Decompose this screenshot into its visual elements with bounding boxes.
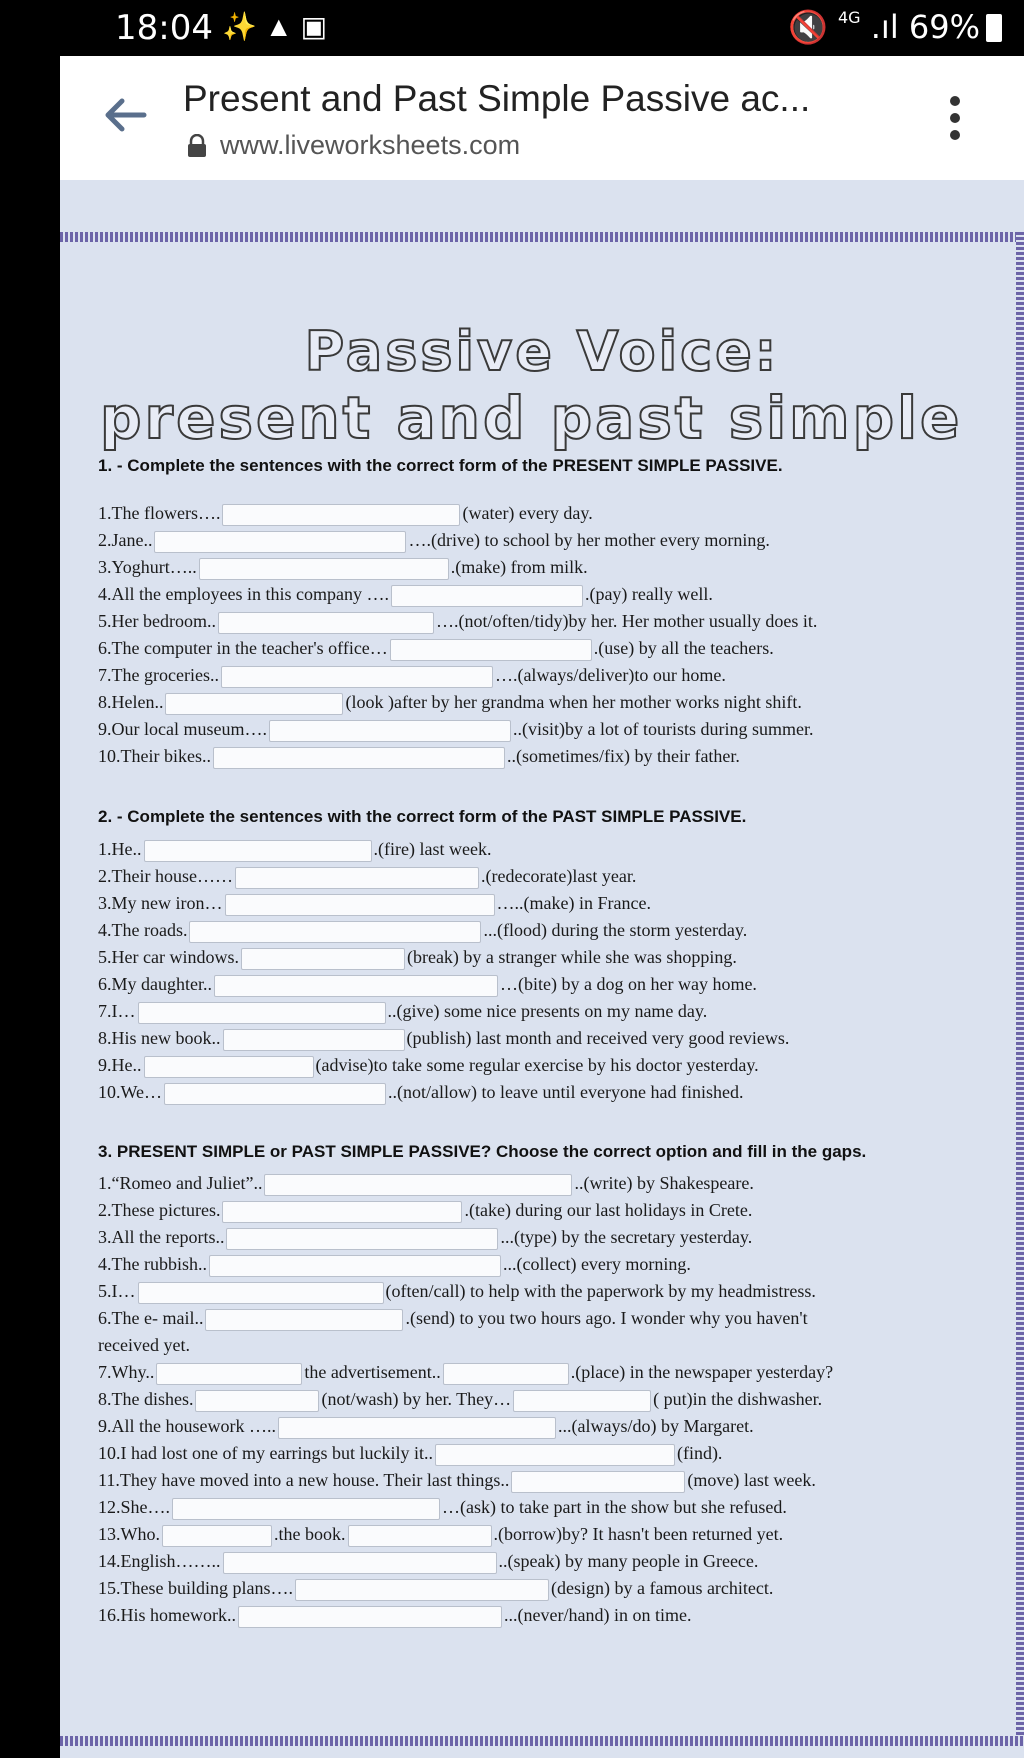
browser-header	[60, 56, 1024, 180]
item-text: (often/call) to help with the paperwork by my headmistress.	[385, 1281, 816, 1301]
item-text: 4.The roads.	[98, 920, 188, 940]
item-text: .(fire) last week.	[373, 839, 492, 859]
item-text: 2.Their house……	[98, 866, 233, 886]
answer-input[interactable]	[144, 1056, 314, 1078]
answer-input[interactable]	[435, 1444, 675, 1466]
item-text: 8.His new book..	[98, 1028, 221, 1048]
s2-item	[98, 1079, 743, 1105]
answer-input[interactable]	[264, 1174, 572, 1196]
item-text: .(place) in the newspaper yesterday?	[570, 1362, 834, 1382]
item-text: 3.Yoghurt…..	[98, 557, 197, 577]
item-text: 10.I had lost one of my earrings but luckily it..	[98, 1443, 433, 1463]
item-text: .(redecorate)last year.	[480, 866, 637, 886]
s3-item	[98, 1305, 808, 1331]
item-text: .(borrow)by? It hasn't been returned yet.	[493, 1524, 784, 1544]
item-text: 6.The computer in the teacher's office…	[98, 638, 388, 658]
item-text: .(take) during our last holidays in Crete.	[464, 1200, 753, 1220]
battery-percent: 69%	[908, 8, 980, 46]
item-text: (find).	[676, 1443, 723, 1463]
s2-item	[98, 944, 737, 970]
s1-item	[98, 581, 713, 607]
s2-item	[98, 1052, 759, 1078]
item-text: ...(flood) during the storm yesterday.	[483, 920, 748, 940]
s3-item	[98, 1602, 691, 1628]
answer-input[interactable]	[156, 1363, 302, 1385]
item-text: (advise)to take some regular exercise by his doctor yesterday.	[315, 1055, 759, 1075]
answer-input[interactable]	[162, 1525, 272, 1547]
answer-input[interactable]	[138, 1282, 384, 1304]
battery-icon	[986, 14, 1002, 42]
answer-input[interactable]	[223, 1029, 405, 1051]
network-label: 4G	[838, 8, 861, 27]
item-text: .(use) by all the teachers.	[593, 638, 774, 658]
item-text: …(ask) to take part in the show but she refused.	[442, 1497, 787, 1517]
item-text: 9.He..	[98, 1055, 142, 1075]
s1-item	[98, 554, 588, 580]
item-text: (move) last week.	[687, 1470, 816, 1490]
item-text: (publish) last month and received very good reviews.	[406, 1028, 790, 1048]
item-text: ( put)in the dishwasher.	[653, 1389, 823, 1409]
item-text: 10.We…	[98, 1082, 163, 1102]
item-text: 2.Jane..	[98, 530, 153, 550]
item-text: ….(always/deliver)to our home.	[494, 665, 726, 685]
item-text: 5.Her bedroom..	[98, 611, 216, 631]
answer-input[interactable]	[195, 1390, 319, 1412]
item-text: ..(sometimes/fix) by their father.	[506, 746, 740, 766]
s3-item	[98, 1575, 773, 1601]
answer-input[interactable]	[164, 1083, 386, 1105]
worksheet-subtitle: present and past simple	[100, 384, 963, 452]
overflow-menu-icon[interactable]	[950, 96, 962, 147]
item-text: ..(visit)by a lot of tourists during summer.	[512, 719, 814, 739]
s3-item	[98, 1197, 752, 1223]
answer-input[interactable]	[390, 639, 592, 661]
answer-input[interactable]	[172, 1498, 440, 1520]
url-text[interactable]: www.liveworksheets.com	[220, 130, 521, 160]
item-text: .(send) to you two hours ago. I wonder why you haven't	[405, 1308, 808, 1328]
item-text: ...(collect) every morning.	[502, 1254, 691, 1274]
item-text: 3.All the reports..	[98, 1227, 225, 1247]
answer-input[interactable]	[269, 720, 511, 742]
s2-item	[98, 998, 707, 1024]
answer-input[interactable]	[205, 1309, 403, 1331]
item-text: .(make) from milk.	[450, 557, 588, 577]
answer-input[interactable]	[241, 948, 405, 970]
item-text: 11.They have moved into a new house. Their last things..	[98, 1470, 510, 1490]
page-title: Present and Past Simple Passive ac...	[183, 78, 811, 119]
item-text: 4.All the employees in this company ….	[98, 584, 389, 604]
s1-item	[98, 743, 740, 769]
item-text: ..(speak) by many people in Greece.	[498, 1551, 759, 1571]
item-text: 9.Our local museum….	[98, 719, 267, 739]
answer-input[interactable]	[221, 666, 493, 688]
s3-item	[98, 1278, 816, 1304]
answer-input[interactable]	[189, 921, 481, 943]
s3-item	[98, 1386, 822, 1412]
answer-input[interactable]	[138, 1002, 386, 1024]
s1-item	[98, 689, 802, 715]
answer-input[interactable]	[154, 531, 406, 553]
answer-input[interactable]	[443, 1363, 569, 1385]
answer-input[interactable]	[165, 693, 343, 715]
s3-item	[98, 1170, 754, 1196]
item-text: 10.Their bikes..	[98, 746, 211, 766]
item-text: 9.All the housework …..	[98, 1416, 276, 1436]
mute-icon: 🔇	[787, 8, 828, 46]
item-text: 7.I…	[98, 1001, 136, 1021]
answer-input[interactable]	[391, 585, 583, 607]
answer-input[interactable]	[235, 867, 479, 889]
answer-input[interactable]	[278, 1417, 556, 1439]
item-text: 15.These building plans….	[98, 1578, 293, 1598]
item-text: 6.The e- mail..	[98, 1308, 204, 1328]
item-text: ….(drive) to school by her mother every morning.	[408, 530, 770, 550]
item-text: (look )after by her grandma when her mother works night shift.	[345, 692, 802, 712]
item-text: 5.I…	[98, 1281, 136, 1301]
item-text: 2.These pictures.	[98, 1200, 221, 1220]
item-text: ….(not/often/tidy)by her. Her mother usually does it.	[435, 611, 818, 631]
section3-heading: 3. PRESENT SIMPLE or PAST SIMPLE PASSIVE? Choose the correct option and fill in the gaps.	[98, 1142, 867, 1161]
s3-item	[98, 1494, 787, 1520]
notification-icons: ✨▲▣	[222, 11, 336, 42]
item-text: (design) by a famous architect.	[550, 1578, 774, 1598]
item-text: ..(write) by Shakespeare.	[574, 1173, 754, 1193]
s3-item	[98, 1224, 752, 1250]
s3-item	[98, 1467, 816, 1493]
answer-input[interactable]	[238, 1606, 502, 1628]
item-text: 14.English……..	[98, 1551, 221, 1571]
worksheet-title: Passive Voice:	[304, 320, 780, 383]
answer-input[interactable]	[225, 894, 495, 916]
item-text: 8.Helen..	[98, 692, 164, 712]
s1-item	[98, 527, 770, 553]
decorative-border	[60, 232, 1024, 242]
item-text: 7.The groceries..	[98, 665, 219, 685]
answer-input[interactable]	[222, 1201, 462, 1223]
item-text: (not/wash) by her. They…	[321, 1389, 512, 1409]
item-text: ...(always/do) by Margaret.	[557, 1416, 754, 1436]
s3-item	[98, 1413, 754, 1439]
s1-item	[98, 635, 774, 661]
decorative-border	[1016, 232, 1024, 1746]
s3-item	[98, 1440, 722, 1466]
s2-item	[98, 971, 757, 997]
item-text: .(pay) really well.	[584, 584, 713, 604]
item-text: received yet.	[98, 1335, 190, 1355]
s3-item	[98, 1251, 691, 1277]
s1-item	[98, 608, 817, 634]
answer-input[interactable]	[295, 1579, 549, 1601]
answer-input[interactable]	[511, 1471, 685, 1493]
answer-input[interactable]	[214, 975, 498, 997]
answer-input[interactable]	[223, 1552, 497, 1574]
s1-item	[98, 500, 593, 526]
back-arrow-icon[interactable]	[100, 90, 150, 140]
item-text: 1.The flowers….	[98, 503, 221, 523]
s3-item	[98, 1359, 833, 1385]
item-text: (water) every day.	[462, 503, 593, 523]
item-text: 1.“Romeo and Juliet”..	[98, 1173, 263, 1193]
answer-input[interactable]	[222, 504, 460, 526]
worksheet	[60, 180, 1024, 1758]
item-text: the advertisement..	[304, 1362, 441, 1382]
s1-item	[98, 662, 726, 688]
item-text: (break) by a stranger while she was shopping.	[406, 947, 737, 967]
decorative-border	[60, 1736, 1024, 1746]
item-text: 4.The rubbish..	[98, 1254, 207, 1274]
item-text: 7.Why..	[98, 1362, 155, 1382]
answer-input[interactable]	[348, 1525, 492, 1547]
item-text: .the book.	[274, 1524, 346, 1544]
s2-item	[98, 917, 747, 943]
section1-heading: 1. - Complete the sentences with the correct form of the PRESENT SIMPLE PASSIVE.	[98, 456, 783, 475]
item-text: 12.She….	[98, 1497, 170, 1517]
s2-item	[98, 1025, 789, 1051]
item-text: ...(never/hand) in on time.	[504, 1605, 692, 1625]
answer-input[interactable]	[213, 747, 505, 769]
signal-icon: .ıl	[870, 8, 899, 46]
lock-icon	[186, 134, 208, 158]
answer-input[interactable]	[144, 840, 372, 862]
s3-item	[98, 1548, 758, 1574]
section2-heading: 2. - Complete the sentences with the correct form of the PAST SIMPLE PASSIVE.	[98, 807, 747, 826]
s2-item	[98, 863, 636, 889]
item-text: ..(give) some nice presents on my name day.	[387, 1001, 708, 1021]
s3-item	[98, 1521, 783, 1547]
s2-item	[98, 836, 491, 862]
item-text: 6.My daughter..	[98, 974, 212, 994]
item-text: 8.The dishes.	[98, 1389, 194, 1409]
item-text: ..(not/allow) to leave until everyone had finished.	[388, 1082, 744, 1102]
item-text: …(bite) by a dog on her way home.	[500, 974, 757, 994]
answer-input[interactable]	[218, 612, 434, 634]
status-bar	[0, 0, 1024, 56]
item-text: 3.My new iron…	[98, 893, 223, 913]
s2-item	[98, 890, 651, 916]
answer-input[interactable]	[226, 1228, 498, 1250]
item-text: 1.He..	[98, 839, 142, 859]
s3-item	[98, 1332, 190, 1358]
status-right	[788, 8, 980, 46]
item-text: ...(type) by the secretary yesterday.	[500, 1227, 753, 1247]
item-text: 16.His homework..	[98, 1605, 236, 1625]
item-text: 13.Who.	[98, 1524, 160, 1544]
s1-item	[98, 716, 813, 742]
clock: 18:04	[115, 8, 213, 48]
item-text: …..(make) in France.	[496, 893, 651, 913]
item-text: 5.Her car windows.	[98, 947, 239, 967]
answer-input[interactable]	[199, 558, 449, 580]
answer-input[interactable]	[209, 1255, 501, 1277]
answer-input[interactable]	[513, 1390, 651, 1412]
